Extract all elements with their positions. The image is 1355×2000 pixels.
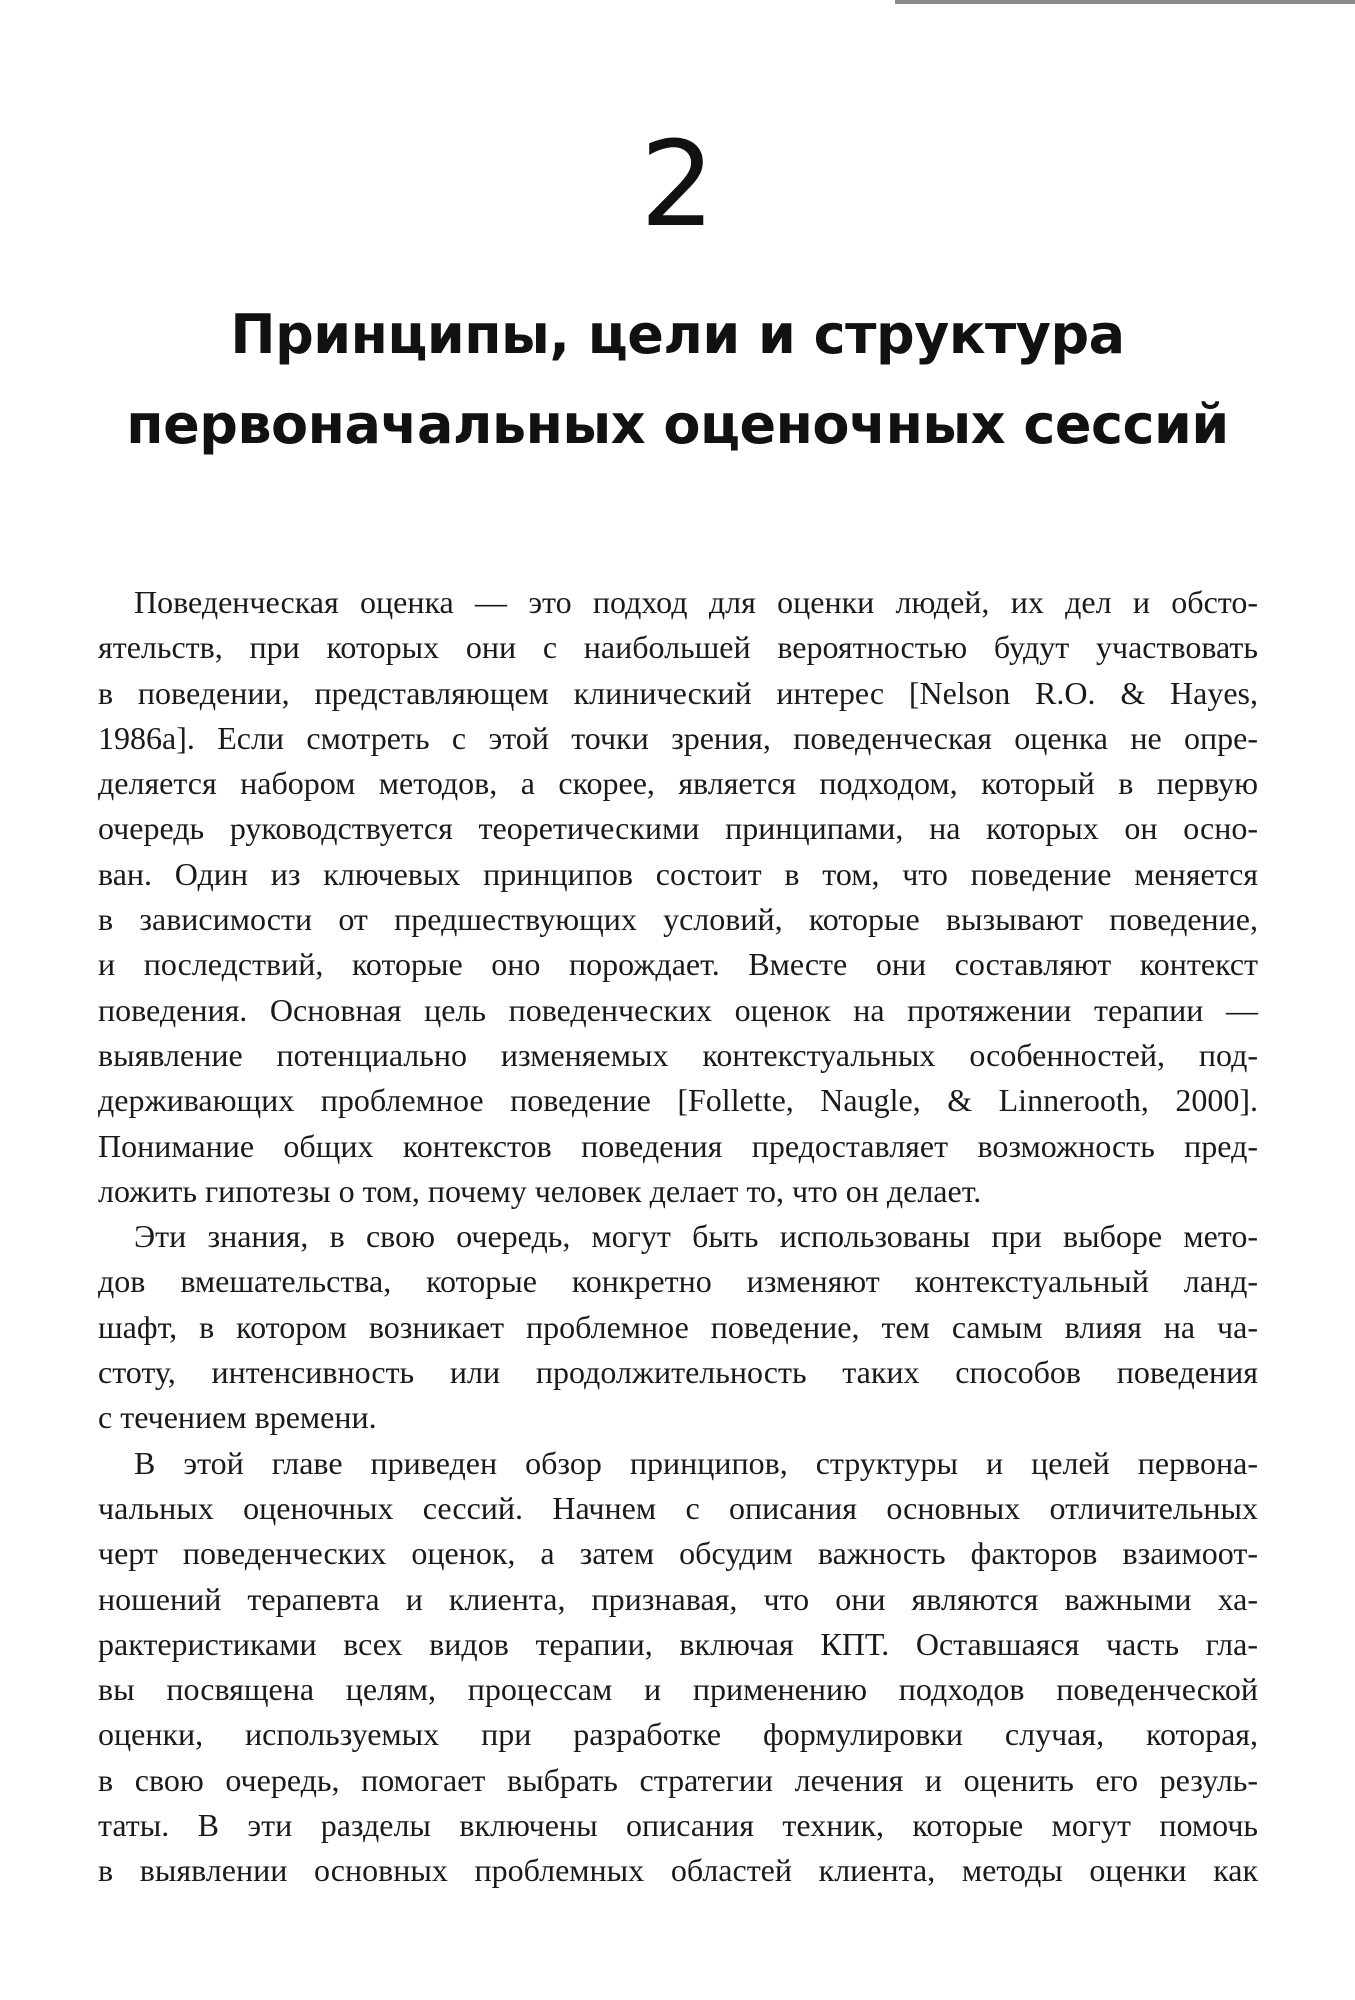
text-line: очередь руководствуется теоретическими принципами, на которых он осно- bbox=[98, 810, 1258, 847]
text-line: стоту, интенсивность или продолжительность таких способов поведения bbox=[98, 1354, 1258, 1391]
paragraph bbox=[98, 1441, 1258, 1894]
text-line: выявление потенциально изменяемых контекстуальных особенностей, под- bbox=[98, 1036, 1258, 1073]
chapter-title-line: первоначальных оценочных сессий bbox=[126, 393, 1229, 456]
text-line: 1986a]. Если смотреть с этой точки зрения, поведенческая оценка не опре- bbox=[98, 719, 1258, 756]
text-line: оценки, используемых при разработке формулировки случая, которая, bbox=[98, 1716, 1258, 1753]
text-line: Понимание общих контекстов поведения предоставляет возможность пред- bbox=[98, 1127, 1258, 1164]
text-line: ношений терапевта и клиента, признавая, что они являются важными ха- bbox=[98, 1580, 1258, 1617]
text-line: черт поведенческих оценок, а затем обсудим важность факторов взаимоот- bbox=[98, 1535, 1258, 1572]
text-line: вы посвящена целям, процессам и применению подходов поведенческой bbox=[98, 1671, 1258, 1708]
text-line: держивающих проблемное поведение [Follette, Naugle, & Linnerooth, 2000]. bbox=[98, 1082, 1258, 1119]
text-line: рактеристиками всех видов терапии, включая КПТ. Оставшаяся часть гла- bbox=[98, 1625, 1258, 1662]
body-text bbox=[98, 580, 1258, 1894]
paragraph bbox=[98, 580, 1258, 1214]
top-rule bbox=[895, 0, 1355, 4]
text-line: ятельств, при которых они с наибольшей вероятностью будут участвовать bbox=[98, 629, 1258, 666]
text-line: деляется набором методов, а скорее, является подходом, который в первую bbox=[98, 765, 1258, 802]
text-line: чальных оценочных сессий. Начнем с описания основных отличительных bbox=[98, 1489, 1258, 1526]
chapter-number: 2 bbox=[639, 115, 716, 253]
text-line: шафт, в котором возникает проблемное поведение, тем самым влияя на ча- bbox=[98, 1308, 1258, 1345]
chapter-title-line: Принципы, цели и структура bbox=[230, 303, 1125, 366]
text-line: в поведении, представляющем клинический интерес [Nelson R.O. & Hayes, bbox=[98, 674, 1258, 711]
text-line: с течением времени. bbox=[98, 1399, 377, 1436]
text-line: Поведенческая оценка — это подход для оценки людей, их дел и обсто- bbox=[134, 584, 1258, 620]
text-line: ван. Один из ключевых принципов состоит в том, что поведение меняется bbox=[98, 855, 1258, 892]
text-line: дов вмешательства, которые конкретно изменяют контекстуальный ланд- bbox=[98, 1263, 1258, 1300]
text-line: в свою очередь, помогает выбрать стратегии лечения и оценить его резуль- bbox=[98, 1761, 1258, 1798]
text-line: и последствий, которые оно порождает. Вместе они составляют контекст bbox=[98, 946, 1258, 983]
chapter-title bbox=[60, 290, 1295, 470]
text-line: поведения. Основная цель поведенческих оценок на протяжении терапии — bbox=[98, 991, 1258, 1028]
paragraph bbox=[98, 1214, 1258, 1440]
text-line: в выявлении основных проблемных областей клиента, методы оценки как bbox=[98, 1852, 1258, 1889]
text-line: Эти знания, в свою очередь, могут быть использованы при выборе мето- bbox=[134, 1218, 1258, 1255]
text-line: таты. В эти разделы включены описания техник, которые могут помочь bbox=[98, 1807, 1258, 1844]
text-line: В этой главе приведен обзор принципов, структуры и целей первона- bbox=[134, 1444, 1258, 1481]
text-line: в зависимости от предшествующих условий, которые вызывают поведение, bbox=[98, 901, 1258, 938]
text-line: ложить гипотезы о том, почему человек делает то, что он делает. bbox=[98, 1172, 982, 1209]
